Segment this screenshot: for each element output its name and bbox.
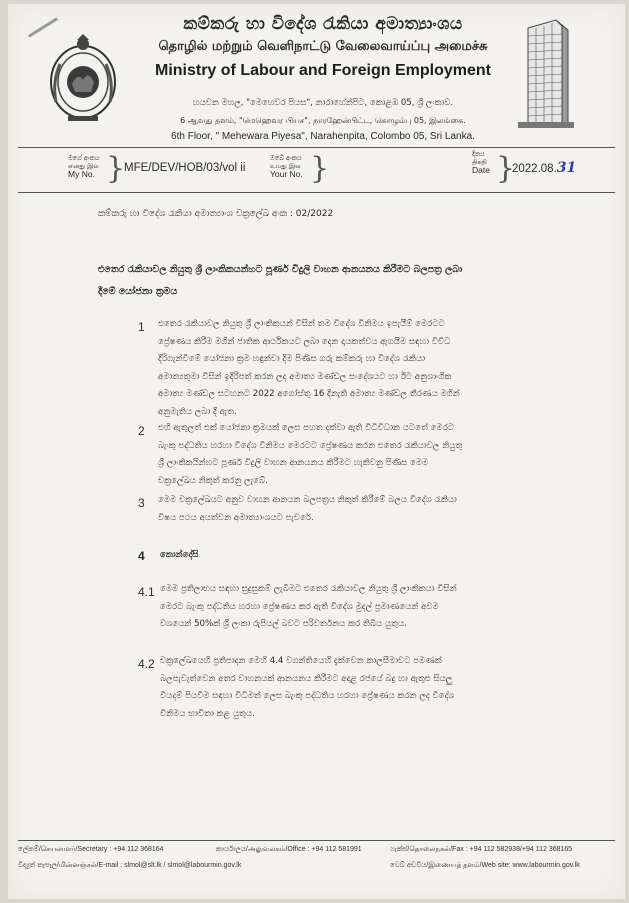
address-sinhala: හයවන මහල, "මෙහෙවර පියස", නාරාහේන්පිට, කොළඹ 05, ශ්‍රී ලංකාව. xyxy=(192,98,454,108)
your-no-label: ඔබේ අංකය உமது இல Your No. xyxy=(270,154,303,179)
paragraph-1: එතෙර රැකියාවල නියුතු ශ්‍රී ලාංකිකයන් විසින් තම විදේශ විනිමය ඉපැයීම් මෙරටට ප්‍රේෂණය කිරීම මගින් ජාතික ආර්ථිකයට ලබා දෙන දායකත්වය ඇගයීම සඳහා විවිධ දිරිගැන්වීමේ යෝජනා ක්‍රම හඳුන්වා දීම පිණිස ගරු කම්කරු හා විදේශ රැකියා අමාත්‍යතුමා විසින් ඉදිරිපත් කරන ලද අමාත්‍ය මණ්ඩල සංදේශයට හා ඊට අනුශාංගික අමාත්‍ය මණ්ඩල සටහනට 2022 අගෝස්තු 16 දිනැති අමාත්‍ය මණ්ඩල තීරණය මගින් අනුමැතිය ලබා දී ඇත. xyxy=(158,319,460,417)
date-value: 2022.08.31 xyxy=(512,160,577,176)
ministry-name-tamil: தொழில் மற்றும் வெளிநாட்டு வேலைவாய்ப்பு அமைச்சு xyxy=(158,39,488,54)
address-english: 6th Floor, " Mehewara Piyesa", Narahenpita, Colombo 05, Sri Lanka. xyxy=(171,131,475,142)
paragraph-2: එහි ඇතුලත් එක් යෝජනා ක්‍රමයක් ලෙස පහත දක්වා ඇති විධිවිධාන යටතේ මෙරට බැංකු පද්ධතිය හරහා විදේශ විනිමය මෙරටට ප්‍රේෂණය කරන එතෙර රැකියාවල නියුතු ශ්‍රී ලාංකිකයින්හට පූර්ණ විදුලි වාහන ආනයනය කිරීමට හැකිවනු පිණිස මෙම චක්‍රලේඛය නිකුත් කරනු ලැබේ. xyxy=(158,423,463,486)
header-divider xyxy=(18,147,615,148)
my-no-value: MFE/DEV/HOB/03/vol ii xyxy=(124,162,246,174)
ministry-name-english: Ministry of Labour and Foreign Employment xyxy=(154,62,491,79)
address-tamil: 6 ஆவது தளம், "மெஹெவர பியச", நாரஹேன்பிட்ட, கொழும்பு 05, இலங்கை. xyxy=(180,116,466,125)
footer-website: වෙබ් අඩවිය/இணையத் தளம்/Web site: www.labourmin.gov.lk xyxy=(390,862,580,869)
footer-divider xyxy=(18,840,615,841)
paragraph-number: 3 xyxy=(138,496,145,510)
reference-divider xyxy=(18,192,615,193)
footer-secretary: ලේකම්/செயலாளர்/Secretary : +94 112 368164 xyxy=(18,846,164,853)
ministry-name-sinhala: කම්කරු හා විදේශ රැකියා අමාත්‍යාංශය xyxy=(183,14,463,34)
subsection-number: 4.1 xyxy=(138,585,155,599)
subsection-4-1: මෙම ප්‍රතිලාභය සඳහා සුදුසුකම් ලැබීමට එතෙර රැකියාවල නියුතු ශ්‍රී ලාංකිකයා විසින් මෙරට බැංකු පද්ධතිය හරහා ප්‍රේෂණය කර ඇති විදේශ මුදල් ප්‍රමාණයෙන් අවම වශයෙන් 50%ක් ශ්‍රී ලංකා රුපියල් බවට පරිවර්තනය කර තිබිය යුතුය. xyxy=(160,584,457,629)
subsection-4-2: චක්‍රලේඛයෙහි ප්‍රතිපාදන මෙහි 4.4 වගන්තියෙහි දැක්වෙන කාලසීමාවට පමණක් බලපැවැත්වෙන අතර වාහනයක් ආනයනය කිරීමට අදාළ රජයේ බදු හා ඇතුළු සියලු වියදම් පියවීම සඳහා විධිමත් ලෙස බැංකු පද්ධතිය හරහා ප්‍රේෂණය කරන ලද විදේශ විනිමය භාවිතා කළ යුතුය. xyxy=(160,656,455,719)
date-label: දිනය திகதி Date xyxy=(472,150,490,175)
section-number: 4 xyxy=(138,549,145,563)
footer-fax: ෆැක්ස්/தொலைநகல்/Fax : +94 112 582938/+94 112 368165 xyxy=(390,846,573,853)
section-title: කොන්දේසි xyxy=(160,550,199,560)
subject: එතෙර රැකියාවල නියුතු ශ්‍රී ලාංකිකයන්හට පූර්ණ විදුලි වාහන ආනයනය කිරීමට බලපත්‍ර ලබා දීමේ යෝජනා ක්‍රමය xyxy=(98,264,463,297)
footer-office: කාර්යාලය/அலுவலகம்/Office : +94 112 581991 xyxy=(216,846,362,853)
document-page: කම්කරු හා විදේශ රැකියා අමාත්‍යාංශය தொழில் மற்றும் வெளிநாட்டு வேலைவாய்ப்பு அமைச்சு Ministry of Labour and Foreign Employment හයවන මහල, "මෙහෙවර පියස", නාරාහේන්පිට, කොළඹ 05, ශ්‍රී ලංකාව. 6 ஆவது தளம், "மெஹெவர பியச", நாரஹேன்பிட்ட, கொழும்பு 05, இலங்கை. 6th Floor, " Mehewara Piyesa", Narahenpita, Colombo 05, Sri Lanka. මගේ අංකය எனது இல My No. } MFE/DEV/HOB/03/vol ii ඔබේ අංකය உமது இல Your No. } දිනය திகதி Date } 2022.08.31 කම්කරු හා විදේශ රැකියා අමාත්‍යාංශ චක්‍රලේඛ අංක : 02/2022 එතෙර රැකියාවල නියුතු ශ්‍රී ලාංකිකයන්හට පූර්ණ විදුලි වාහන ආනයනය කිරීමට බලපත්‍ර ලබා දීමේ යෝජනා ක්‍රමය 1 එතෙර රැකියාවල නියුතු ශ්‍රී ලාංකිකයන් විසින් තම විදේශ විනිමය ඉපැයීම් මෙරටට ප්‍රේෂණය කිරීම මගින් ජාතික ආර්ථිකයට ලබා දෙන දායකත්වය ඇගයීම සඳහා විවිධ දිරිගැන්වීමේ යෝජනා ක්‍රම හඳුන්වා දීම පිණිස ගරු කම්කරු හා විදේශ රැකියා අමාත්‍යතුමා විසින් ඉදිරිපත් කරන ලද අමාත්‍ය මණ්ඩල සංදේශයට හා ඊට අනුශාංගික අමාත්‍ය මණ්ඩල සටහනට 2022 අගෝස්තු 16 දිනැති අමාත්‍ය මණ්ඩල තීරණය මගින් අනුමැතිය ලබා දී ඇත. 2 එහි ඇතුලත් එක් යෝජනා ක්‍රමයක් ලෙස පහත දක්වා ඇති විධිවිධාන යටතේ මෙරට බැංකු පද්ධතිය හරහා විදේශ විනිමය මෙරටට ප්‍රේෂණය කරන එතෙර රැකියාවල නියුතු ශ්‍රී ලාංකිකයින්හට පූර්ණ විදුලි වාහන ආනයනය කිරීමට හැකිවනු පිණිස මෙම චක්‍රලේඛය නිකුත් කරනු ලැබේ. 3 මෙම චක්‍රලේඛයට අනුව වාහන ආනයන බලපත්‍රය නිකුත් කිරීමේ බලය විදේශ රැකියා විෂය පථය අයත්වන අමාත්‍යාංශයට පැවරේ. 4 කොන්දේසි 4.1 මෙම ප්‍රතිලාභය සඳහා සුදුසුකම් ලැබීමට එතෙර රැකියාවල නියුතු ශ්‍රී ලාංකිකයා විසින් මෙරට බැංකු පද්ධතිය හරහා ප්‍රේෂණය කර ඇති විදේශ මුදල් ප්‍රමාණයෙන් අවම වශයෙන් 50%ක් ශ්‍රී ලංකා රුපියල් බවට පරිවර්තනය කර තිබිය යුතුය. 4.2 චක්‍රලේඛයෙහි ප්‍රතිපාදන මෙහි 4.4 වගන්තියෙහි දැක්වෙන කාලසීමාවට පමණක් බලපැවැත්වෙන අතර වාහනයක් ආනයනය කිරීමට අදාළ රජයේ බදු හා ඇතුළු සියලු වියදම් පියවීම සඳහා විධිමත් ලෙස බැංකු පද්ධතිය හරහා ප්‍රේෂණය කරන ලද විදේශ විනිමය භාවිතා කළ යුතුය. ලේකම්/செயலாளர்/Secretary : +94 112 368164 කාර්යාලය/அலுவலகம்/Office : +94 112 581991 ෆැක්ස්/தொலைநகல்/Fax : +94 112 582938/+94 112 368165 විද්‍යුත් තැපෑල/மின்னஞ்சல்/E-mail : slmol@slt.lk / slmol@labourmin.gov.lk වෙබ් අඩවිය/இணையத் தளம்/Web site: www.labourmin.gov.lk xyxy=(8,4,625,899)
date-day-handwritten: 31 xyxy=(556,160,577,176)
sri-lanka-emblem-icon xyxy=(48,32,118,126)
my-no-label: මගේ අංකය எனது இல My No. xyxy=(68,154,100,179)
paragraph-number: 1 xyxy=(138,320,145,334)
footer-email: විද්‍යුත් තැපෑල/மின்னஞ்சல்/E-mail : slmol@slt.lk / slmol@labourmin.gov.lk xyxy=(18,862,242,869)
circular-number: කම්කරු හා විදේශ රැකියා අමාත්‍යාංශ චක්‍රලේඛ අංක : 02/2022 xyxy=(98,209,334,219)
paragraph-3: මෙම චක්‍රලේඛයට අනුව වාහන ආනයන බලපත්‍රය නිකුත් කිරීමේ බලය විදේශ රැකියා විෂය පථය අයත්වන අමාත්‍යාංශයට පැවරේ. xyxy=(158,495,457,523)
building-icon xyxy=(516,14,576,132)
paragraph-number: 2 xyxy=(138,424,145,438)
subsection-number: 4.2 xyxy=(138,657,155,671)
